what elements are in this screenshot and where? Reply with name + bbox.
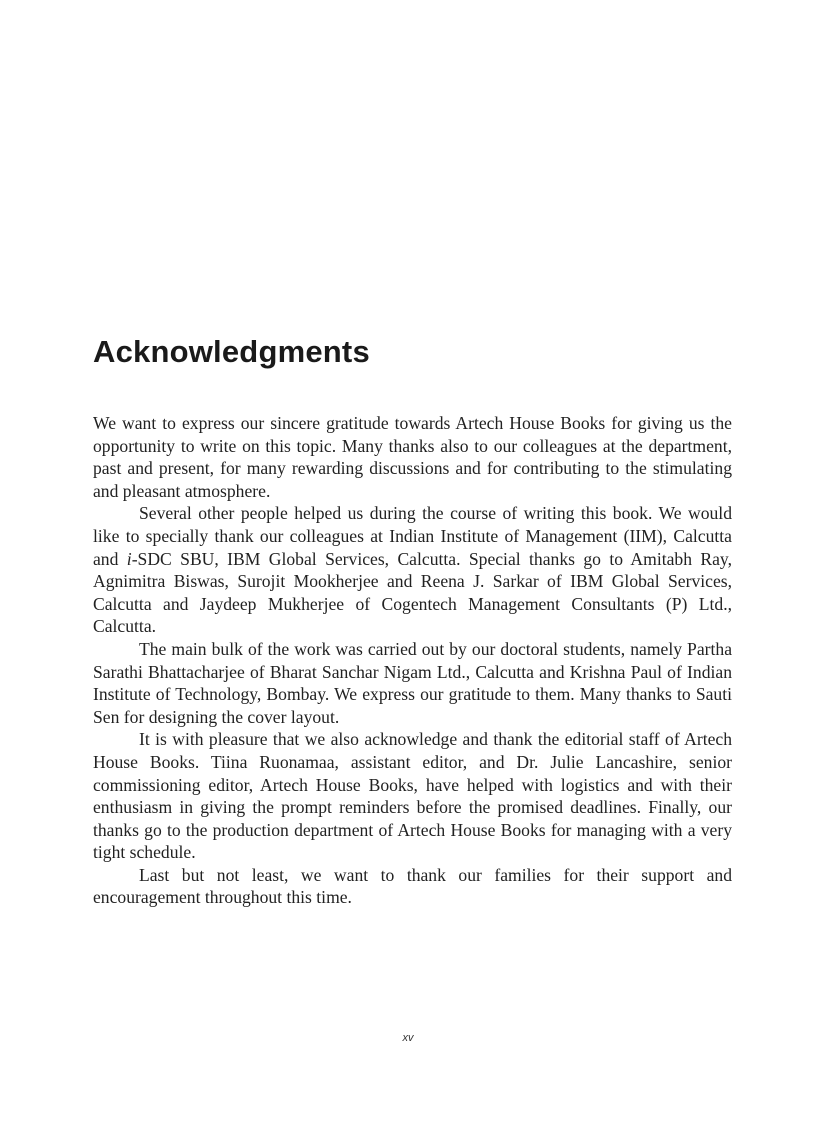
page-number: xv — [402, 1032, 414, 1044]
paragraph-intro: We want to express our sincere gratitude towards Artech House Books for giving us the opportunity to write on this topic. Many thanks also to our colleagues at the department, past and present, for many rewarding discussions and for contributing to the stimulating and pleasant atmosphere. — [93, 413, 732, 501]
paragraph-colleagues-part2: -SDC SBU, IBM Global Services, Calcutta. Special thanks go to Amitabh Ray, Agnimitra Biswas, Surojit Mookherjee and Reena J. Sarkar of IBM Global Services, Calcutta and Jaydeep Mukherjee of Cogentech Management Consultants (P) Ltd., Calcutta. — [93, 548, 732, 637]
acknowledgments-body — [93, 412, 732, 909]
paragraph-editorial-staff: It is with pleasure that we also acknowledge and thank the editorial staff of Artech House Books. Tiina Ruonamaa, assistant editor, and Dr. Julie Lancashire, senior commissioning editor, Artech House Books, have helped with logistics and with their enthusiasm in giving the prompt reminders before the promised deadlines. Finally, our thanks go to the production department of Artech House Books for managing with a very tight schedule. — [93, 729, 732, 863]
chapter-title: Acknowledgments — [93, 334, 370, 369]
paragraph-colleagues — [93, 502, 732, 638]
paragraph-colleagues-italic-i: i — [126, 548, 132, 569]
paragraph-students: The main bulk of the work was carried out by our doctoral students, namely Partha Sarathi Bhattacharjee of Bharat Sanchar Nigam Ltd., Calcutta and Krishna Paul of Indian Institute of Technology, Bombay. We express our gratitude to them. Many thanks to Sauti Sen for designing the cover layout. — [93, 638, 732, 727]
paragraph-colleagues-part1: Several other people helped us during the course of writing this book. We would like to specially thank our colleagues at Indian Institute of Management (IIM), Calcutta and — [93, 503, 732, 569]
paragraph-families: Last but not least, we want to thank our families for their support and encouragement throughout this time. — [93, 864, 732, 908]
